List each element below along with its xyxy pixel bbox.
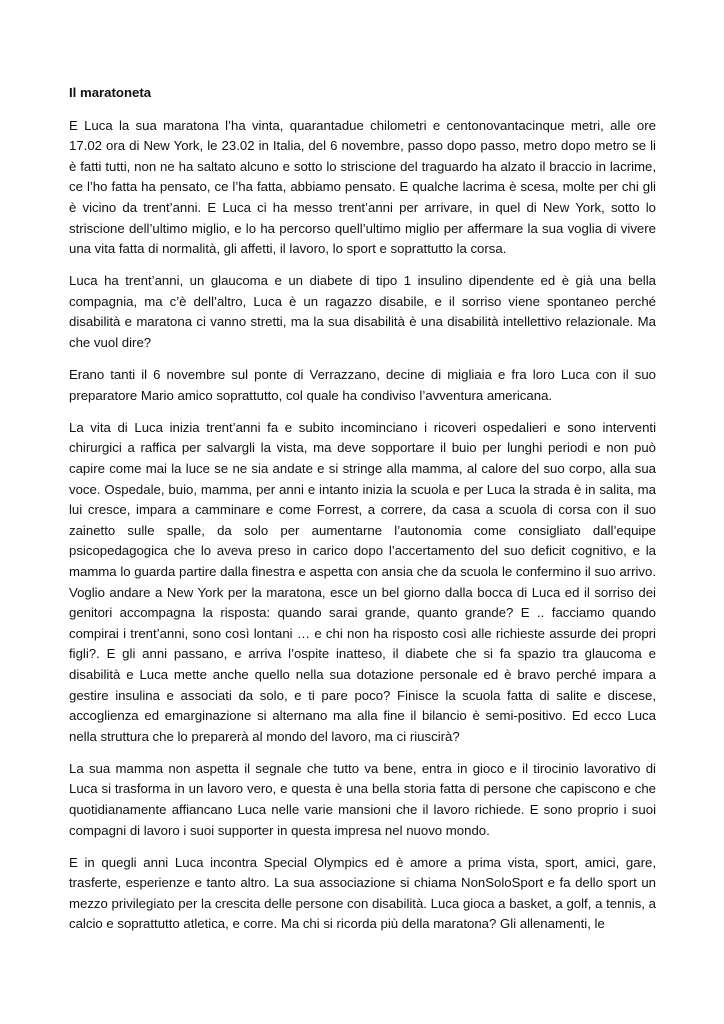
paragraph-3: Erano tanti il 6 novembre sul ponte di Verrazzano, decine di migliaia e fra loro Luca con il suo preparatore Mario amico soprattutto, col quale ha condiviso l’avventura americana.	[69, 367, 656, 403]
document-page	[69, 83, 656, 947]
paragraph-1: E Luca la sua maratona l’ha vinta, quarantadue chilometri e centonovantacinque metri, alle ore 17.02 ora di New York, le 23.02 in Italia, del 6 novembre, passo dopo passo, metro dopo metro se li è fatti tutti, non ne ha saltato alcuno e sotto lo striscione del traguardo ha alzato il braccio in lacrime, ce l’ho fatta ha pensato, ce l’ha fatta, abbiamo pensato. E qualche lacrima è scesa, molte per chi gli è vicino da trent’anni. E Luca ci ha messo trent’anni per arrivare, in quel di New York, sotto lo striscione dell’ultimo miglio, e lo ha percorso quell’ultimo miglio per affermare la sua voglia di vivere una vita fatta di normalità, gli affetti, il lavoro, lo sport e soprattutto la corsa.	[69, 117, 656, 257]
paragraph-5: La sua mamma non aspetta il segnale che tutto va bene, entra in gioco e il tirocinio lavorativo di Luca si trasforma in un lavoro vero, e questa è una bella storia fatta di persone che capiscono e che quotidianamente affiancano Luca nelle varie mansioni che il lavoro richiede. E sono proprio i suoi compagni di lavoro i suoi supporter in questa impresa nel nuovo mondo.	[69, 760, 656, 838]
paragraph-4: La vita di Luca inizia trent’anni fa e subito incominciano i ricoveri ospedalieri e sono interventi chirurgici a raffica per salvargli la vista, ma deve sopportare il buio per lunghi periodi e non può capire come mai la luce se ne sia andate e si stringe alla mamma, al calore del suo corpo, alla sua voce. Ospedale, buio, mamma, per anni e intanto inizia la scuola e per Luca la strada è in salita, ma lui cresce, impara a camminare e come Forrest, a correre, da casa a scuola di corsa con il suo zainetto sulle spalle, da solo per aumentarne l’autonomia come consigliato dall’equipe psicopedagogica che lo aveva preso in carico dopo l’accertamento del suo deficit cognitivo, e la mamma lo guarda partire dalla finestra e aspetta con ansia che da scuola le confermino il suo arrivo. Voglio andare a New York per la maratona, esce un bel giorno dalla bocca di Luca ed il sorriso dei genitori accompagna la risposta: quando sarai grande, quanto grande? E .. facciamo quando compirai i trent’anni, sono così lontani … e chi non ha risposto così alle richieste assurde dei propri figli?. E gli anni passano, e arriva l’ospite inatteso, il diabete che si fa spazio tra glaucoma e disabilità e Luca mette anche quello nella sua dotazione personale ed è bravo perché impara a gestire insulina e associati da solo, e ti pare poco? Finisce la scuola fatta di salite e discese, accoglienza ed emarginazione si alternano ma alla fine il bilancio è semi-positivo. Ed ecco Luca nella struttura che lo preparerà al mondo del lavoro, ma ci riuscirà?	[69, 419, 656, 744]
paragraph-2: Luca ha trent’anni, un glaucoma e un diabete di tipo 1 insulino dipendente ed è già una bella compagnia, ma c’è dell’altro, Luca è un ragazzo disabile, e il sorriso viene spontaneo perché disabilità e maratona ci vanno stretti, ma la sua disabilità è una disabilità intellettivo relazionale. Ma che vuol dire?	[69, 273, 656, 351]
document-title: Il maratoneta	[69, 85, 152, 100]
paragraph-6: E in quegli anni Luca incontra Special Olympics ed è amore a prima vista, sport, amici, gare, trasferte, esperienze e tanto altro. La sua associazione si chiama NonSoloSport e fa dello sport un mezzo privilegiato per la crescita delle persone con disabilità. Luca gioca a basket, a golf, a tennis, a calcio e soprattutto atletica, e corre. Ma chi si ricorda più della maratona? Gli allenamenti, le	[69, 854, 656, 932]
